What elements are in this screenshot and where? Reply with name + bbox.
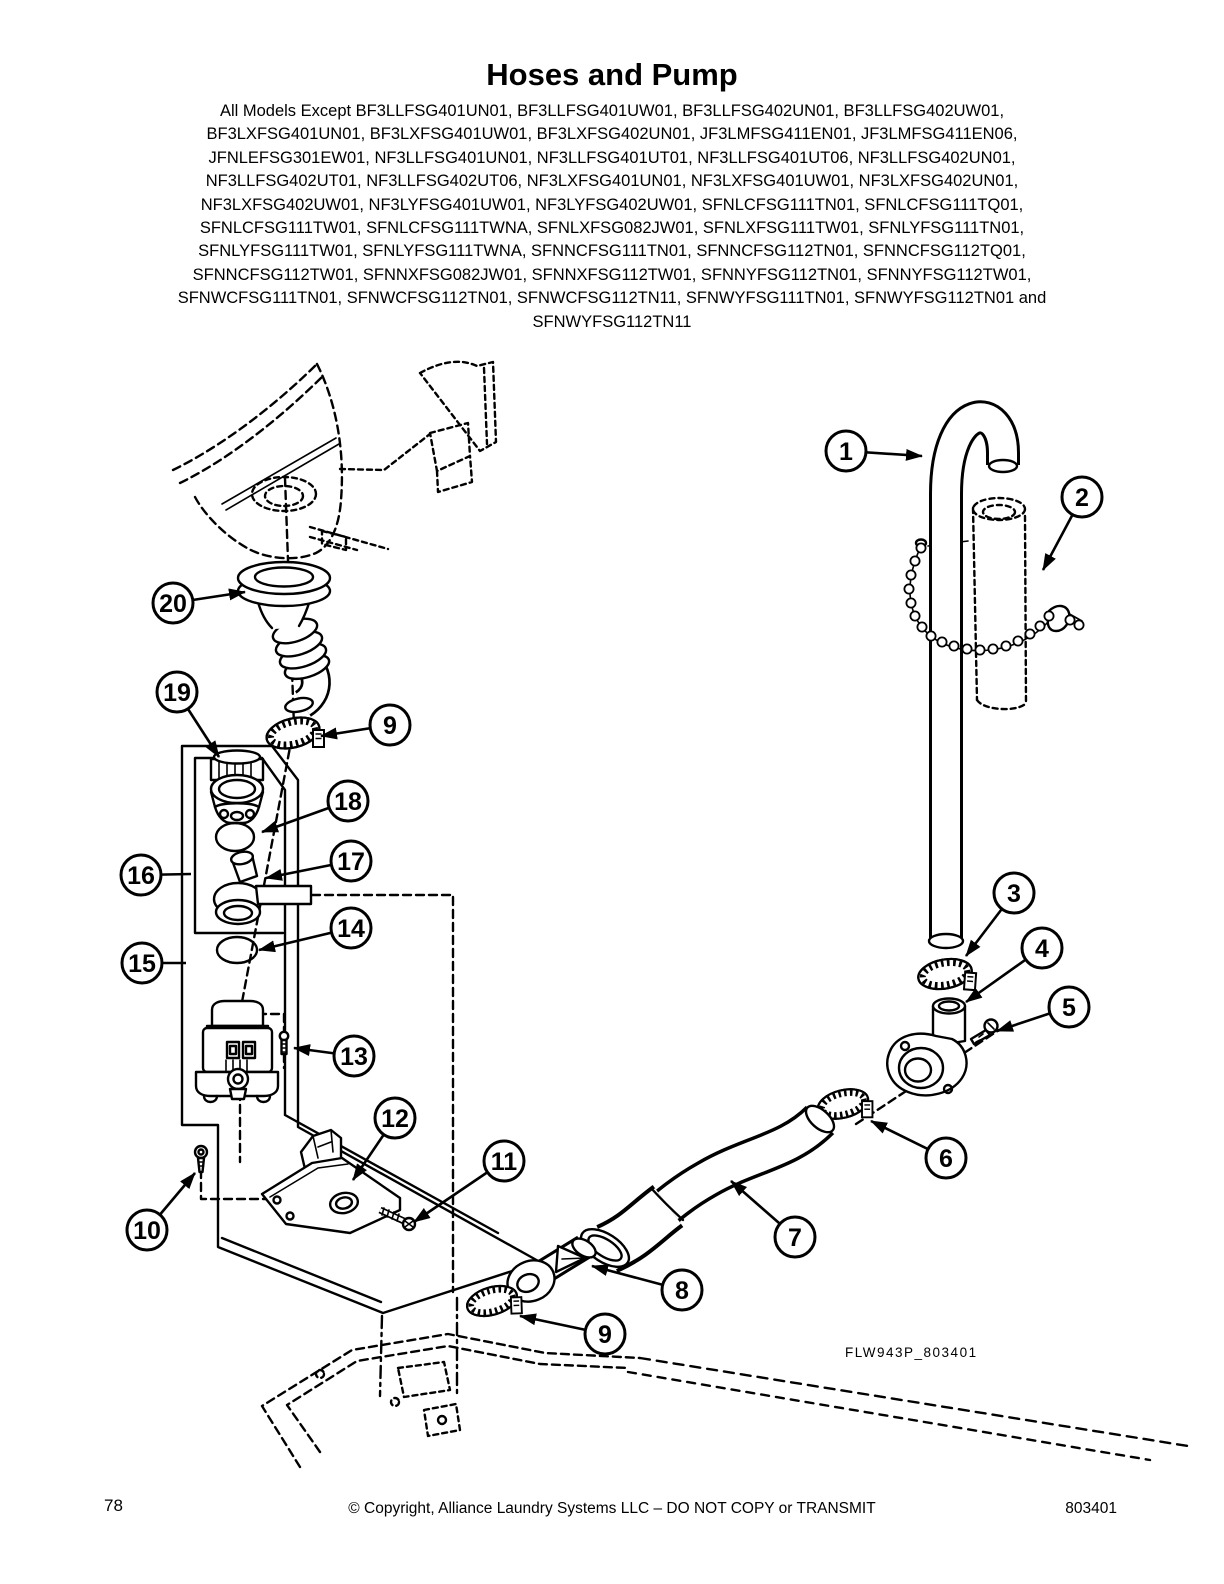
pump-motor — [196, 1001, 278, 1102]
seal-ring-18 — [216, 823, 254, 851]
callout-9 — [321, 705, 410, 745]
callout-10 — [127, 1173, 195, 1250]
screw-5 — [971, 1020, 998, 1045]
callout-14 — [259, 908, 371, 950]
page-title: Hoses and Pump — [486, 57, 738, 92]
svg-text:16: 16 — [127, 862, 155, 890]
screw-13 — [280, 1032, 288, 1054]
svg-text:15: 15 — [128, 950, 156, 978]
callout-6 — [871, 1121, 966, 1178]
model-list-line: SFNLYFSG111TW01, SFNLYFSG111TWNA, SFNNCFSG111TN01, SFNNCFSG112TN01, SFNNCFSG112TQ01, — [198, 242, 1026, 261]
document-number: 803401 — [1065, 1500, 1117, 1517]
screw-10 — [195, 1146, 207, 1172]
model-list-line: SFNWYFSG112TN11 — [532, 312, 692, 331]
callout-17 — [266, 841, 371, 881]
mount-bracket-12 — [262, 1130, 400, 1233]
model-list-line: NF3LLFSG402UT01, NF3LLFSG402UT06, NF3LXFSG401UN01, NF3LXFSG401UW01, NF3LXFSG402UN01, — [205, 172, 1019, 191]
svg-text:10: 10 — [133, 1217, 161, 1245]
svg-text:14: 14 — [337, 915, 365, 943]
svg-text:9: 9 — [598, 1321, 612, 1349]
svg-text:9: 9 — [383, 712, 397, 740]
bellows-hose — [238, 562, 332, 714]
model-list-line: BF3LXFSG401UN01, BF3LXFSG401UW01, BF3LXFSG402UN01, JF3LMFSG411EN01, JF3LMFSG411EN06, — [206, 125, 1018, 144]
svg-text:6: 6 — [939, 1145, 953, 1173]
pump-inlet-fitting — [214, 850, 311, 924]
copyright-notice: © Copyright, Alliance Laundry Systems LLC – DO NOT COPY or TRANSMIT — [348, 1500, 876, 1517]
svg-text:19: 19 — [163, 679, 191, 707]
svg-text:13: 13 — [340, 1043, 368, 1071]
svg-text:5: 5 — [1062, 994, 1076, 1022]
callout-7 — [731, 1181, 815, 1257]
page-number: 78 — [104, 1496, 123, 1515]
callout-15 — [122, 943, 186, 983]
outlet-elbow — [887, 999, 966, 1096]
callout-8 — [592, 1266, 702, 1310]
svg-text:20: 20 — [159, 590, 187, 618]
model-list-line: NF3LXFSG402UW01, NF3LYFSG401UW01, NF3LYFSG402UW01, SFNLCFSG111TN01, SFNLCFSG111TQ01, — [200, 195, 1024, 214]
svg-text:7: 7 — [788, 1224, 802, 1252]
callout-20 — [153, 583, 245, 623]
callout-5 — [997, 987, 1089, 1031]
base-outline — [262, 1298, 1188, 1467]
svg-text:17: 17 — [337, 848, 365, 876]
model-list-line: SFNWCFSG111TN01, SFNWCFSG112TN01, SFNWCFSG112TN11, SFNWYFSG111TN01, SFNWYFSG112TN01 and — [177, 289, 1047, 308]
hose-clamp-3 — [916, 954, 979, 999]
model-list-line: JFNLEFSG301EW01, NF3LLFSG401UN01, NF3LLFSG401UT01, NF3LLFSG401UT06, NF3LLFSG402UN01, — [208, 148, 1016, 167]
svg-text:3: 3 — [1007, 880, 1021, 908]
callout-13 — [294, 1036, 374, 1076]
svg-text:1: 1 — [839, 438, 853, 466]
tub-outline — [173, 362, 496, 558]
svg-text:18: 18 — [334, 788, 362, 816]
callout-19 — [157, 672, 219, 757]
model-list-line: SFNLCFSG111TW01, SFNLCFSG111TWNA, SFNLXFSG082JW01, SFNLXFSG111TW01, SFNLYFSG111TN01, — [199, 219, 1025, 238]
hose-clamp-9-top — [263, 711, 328, 760]
svg-text:12: 12 — [381, 1105, 409, 1133]
callout-9 — [520, 1314, 625, 1354]
callout-2 — [1043, 477, 1102, 570]
svg-text:11: 11 — [490, 1148, 518, 1176]
svg-text:4: 4 — [1035, 935, 1049, 963]
callout-1 — [826, 431, 922, 471]
figure-code: FLW943P_803401 — [845, 1345, 978, 1360]
callout-12 — [353, 1098, 415, 1180]
callout-11 — [414, 1141, 524, 1222]
drain-hose — [929, 417, 1017, 948]
inlet-filter — [211, 751, 263, 824]
svg-text:8: 8 — [675, 1277, 689, 1305]
svg-text:2: 2 — [1075, 484, 1089, 512]
model-list-line: SFNNCFSG112TW01, SFNNXFSG082JW01, SFNNXFSG112TW01, SFNNYFSG112TN01, SFNNYFSG112TW01, — [192, 265, 1032, 284]
model-list-line: All Models Except BF3LLFSG401UN01, BF3LLFSG401UW01, BF3LLFSG402UN01, BF3LLFSG402UW01, — [219, 102, 1005, 120]
callout-16 — [121, 855, 191, 895]
